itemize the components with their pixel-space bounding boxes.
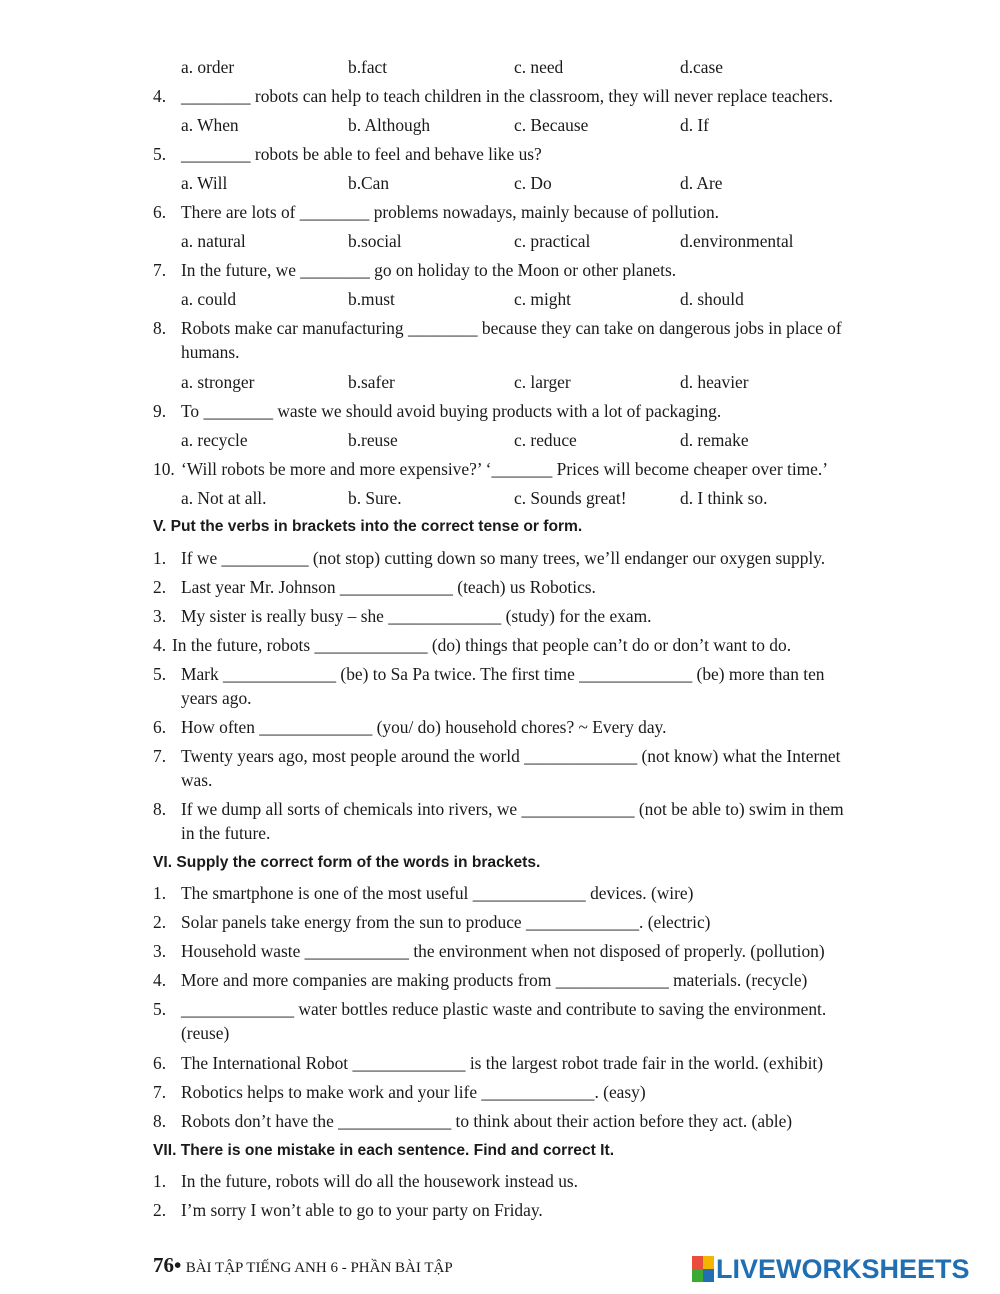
option-c: c. Do: [514, 173, 552, 193]
section-6-heading: VI. Supply the correct form of the words in brackets.: [153, 854, 541, 871]
question-number: 9.: [153, 401, 167, 421]
option-b: b.reuse: [348, 430, 398, 450]
item-text: In the future, robots _____________ (do) things that people can’t do or don’t want to do.: [172, 635, 792, 655]
question-text: ________ robots can help to teach children in the classroom, they will never replace teachers.: [181, 86, 833, 106]
question-number: 5.: [153, 144, 167, 164]
item-number: 5.: [153, 999, 167, 1019]
option-d: d. remake: [680, 430, 749, 450]
logo-badge-icon: [692, 1256, 714, 1282]
option-d: d. heavier: [680, 372, 749, 392]
option-a: a. Will: [181, 173, 228, 193]
page-number: 76•: [153, 1253, 182, 1277]
question-number: 10.: [153, 459, 175, 479]
item-text: Robotics helps to make work and your life _____________. (easy): [181, 1082, 646, 1102]
item-text: Solar panels take energy from the sun to produce _____________. (electric): [181, 912, 711, 932]
item-number: 7.: [153, 1082, 167, 1102]
option-c: c. might: [514, 289, 571, 309]
item-text: Household waste ____________ the environment when not disposed of properly. (pollution): [181, 941, 825, 961]
option-b: b.fact: [348, 57, 388, 77]
option-a: a. stronger: [181, 372, 255, 392]
option-d: d. should: [680, 289, 744, 309]
option-c: c. reduce: [514, 430, 577, 450]
option-b: b. Sure.: [348, 488, 402, 508]
question-text: ‘Will robots be more and more expensive?’ ‘_______ Prices will become cheaper over time.’: [181, 459, 829, 479]
item-text: My sister is really busy – she _____________ (study) for the exam.: [181, 606, 652, 626]
option-b: b. Although: [348, 115, 431, 135]
question-text: Robots make car manufacturing ________ because they can take on dangerous jobs in place of: [181, 318, 842, 338]
option-b: b.safer: [348, 372, 395, 392]
item-number: 5.: [153, 664, 167, 684]
option-c: c. need: [514, 57, 564, 77]
item-text: The smartphone is one of the most useful _____________ devices. (wire): [181, 883, 694, 903]
option-a: a. When: [181, 115, 239, 135]
option-d: d.environmental: [680, 231, 794, 251]
item-text-continued: years ago.: [181, 688, 252, 708]
question-number: 4.: [153, 86, 167, 106]
option-b: b.must: [348, 289, 395, 309]
option-c: c. larger: [514, 372, 571, 392]
item-text: If we dump all sorts of chemicals into rivers, we _____________ (not be able to) swim in them: [181, 799, 844, 819]
item-text: _____________ water bottles reduce plastic waste and contribute to saving the environment.: [181, 999, 827, 1019]
question-text: To ________ waste we should avoid buying products with a lot of packaging.: [181, 401, 722, 421]
option-b: b.social: [348, 231, 402, 251]
item-number: 7.: [153, 746, 167, 766]
book-title: BÀI TẬP TIẾNG ANH 6 - PHẦN BÀI TẬP: [185, 1260, 453, 1276]
option-b: b.Can: [348, 173, 390, 193]
item-number: 8.: [153, 1111, 167, 1131]
option-c: c. Sounds great!: [514, 488, 627, 508]
option-d: d. I think so.: [680, 488, 768, 508]
item-text-continued: (reuse): [181, 1023, 230, 1043]
option-a: a. recycle: [181, 430, 248, 450]
option-d: d. Are: [680, 173, 723, 193]
item-number: 4.: [153, 635, 167, 655]
item-text: I’m sorry I won’t able to go to your party on Friday.: [181, 1200, 543, 1220]
item-text: Mark _____________ (be) to Sa Pa twice. The first time _____________ (be) more than ten: [181, 664, 825, 684]
question-number: 6.: [153, 202, 167, 222]
item-number: 2.: [153, 912, 167, 932]
option-d: d. If: [680, 115, 709, 135]
item-text: How often _____________ (you/ do) household chores? ~ Every day.: [181, 717, 667, 737]
option-c: c. Because: [514, 115, 589, 135]
item-number: 4.: [153, 970, 167, 990]
option-a: a. Not at all.: [181, 488, 267, 508]
item-number: 3.: [153, 606, 167, 626]
item-text: If we __________ (not stop) cutting down so many trees, we’ll endanger our oxygen supply.: [181, 548, 826, 568]
item-text: Robots don’t have the _____________ to think about their action before they act. (able): [181, 1111, 793, 1131]
question-number: 8.: [153, 318, 167, 338]
liveworksheets-logo: [692, 1254, 970, 1284]
item-text: Last year Mr. Johnson _____________ (teach) us Robotics.: [181, 577, 596, 597]
item-number: 8.: [153, 799, 167, 819]
item-text-continued: was.: [181, 770, 213, 790]
section-5-heading: V. Put the verbs in brackets into the correct tense or form.: [153, 518, 583, 535]
option-d: d.case: [680, 57, 723, 77]
item-number: 1.: [153, 548, 167, 568]
item-number: 2.: [153, 1200, 167, 1220]
option-a: a. order: [181, 57, 235, 77]
item-text: In the future, robots will do all the housework instead us.: [181, 1171, 579, 1191]
item-number: 6.: [153, 717, 167, 737]
item-number: 2.: [153, 577, 167, 597]
section-7-heading: VII. There is one mistake in each sentence. Find and correct It.: [153, 1142, 615, 1159]
item-text: More and more companies are making products from _____________ materials. (recycle): [181, 970, 808, 990]
item-number: 1.: [153, 1171, 167, 1191]
question-number: 7.: [153, 260, 167, 280]
item-text-continued: in the future.: [181, 823, 271, 843]
question-text: There are lots of ________ problems nowadays, mainly because of pollution.: [181, 202, 720, 222]
item-number: 1.: [153, 883, 167, 903]
option-a: a. could: [181, 289, 237, 309]
option-c: c. practical: [514, 231, 591, 251]
item-number: 6.: [153, 1053, 167, 1073]
item-text: Twenty years ago, most people around the world _____________ (not know) what the Internet: [181, 746, 841, 766]
question-text: ________ robots be able to feel and behave like us?: [181, 144, 542, 164]
question-text: In the future, we ________ go on holiday to the Moon or other planets.: [181, 260, 677, 280]
page-footer: [153, 1253, 453, 1278]
logo-text: LIVEWORKSHEETS: [716, 1254, 970, 1284]
option-a: a. natural: [181, 231, 246, 251]
question-text-continued: humans.: [181, 342, 240, 362]
item-number: 3.: [153, 941, 167, 961]
item-text: The International Robot _____________ is the largest robot trade fair in the world. (exhibit): [181, 1053, 824, 1073]
